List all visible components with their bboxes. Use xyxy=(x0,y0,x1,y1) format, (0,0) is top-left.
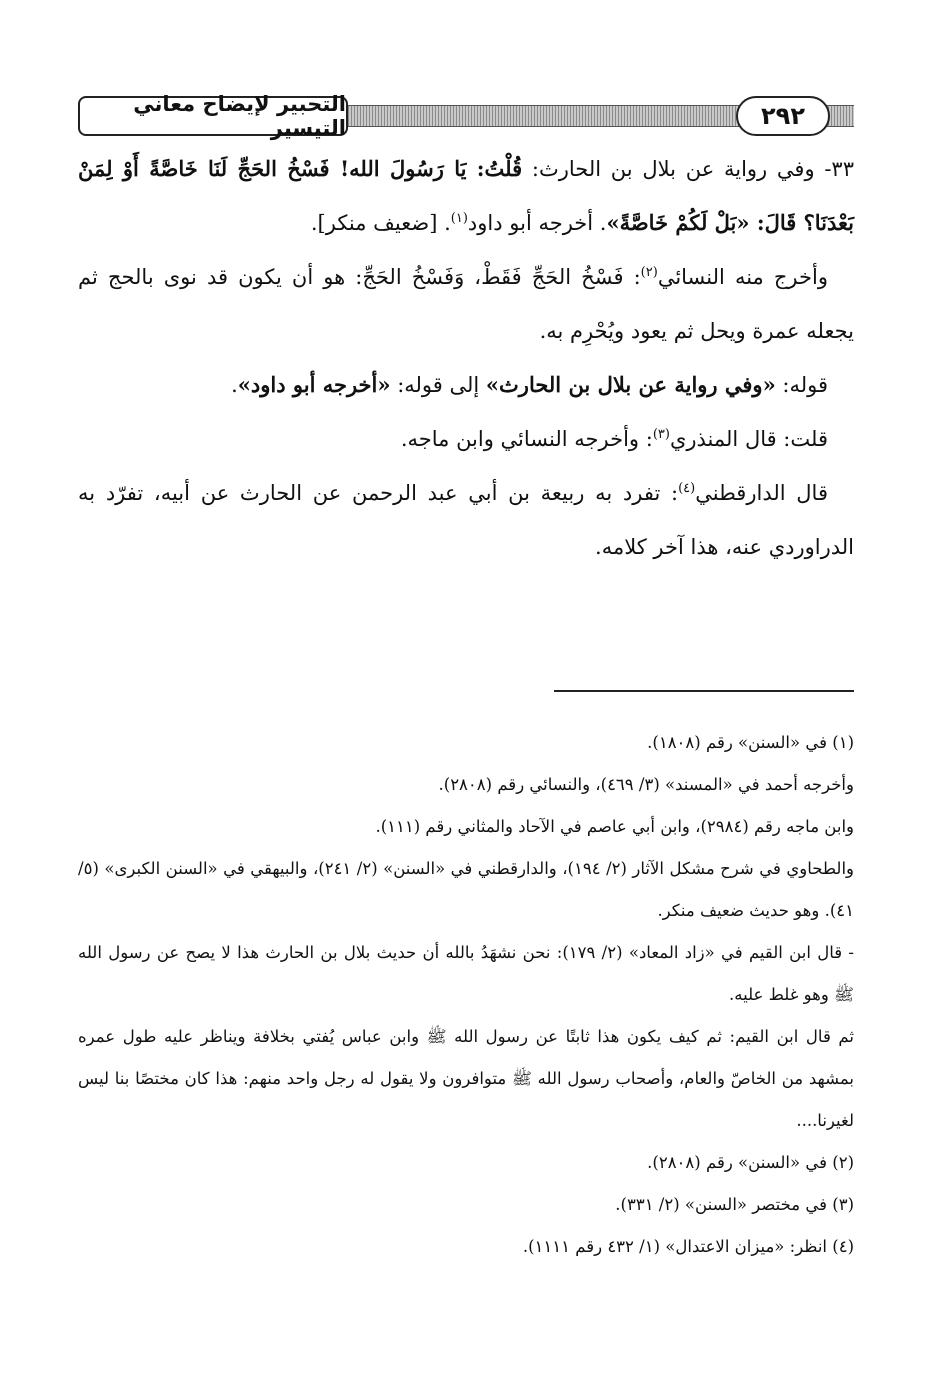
footnote-1: (١) في «السنن» رقم (١٨٠٨). xyxy=(647,733,854,752)
commentary-mid: إلى قوله: xyxy=(390,373,486,397)
footnotes xyxy=(78,722,854,1268)
footnote-3: (٣) في مختصر «السنن» (٢/ ٣٣١). xyxy=(615,1195,854,1214)
book-title: التحبير لإيضاح معاني التيسير xyxy=(78,96,348,136)
commentary-quote-end: «أخرجه أبو داود» xyxy=(237,372,391,397)
footnote-2: (٢) في «السنن» رقم (٢٨٠٨). xyxy=(647,1153,854,1172)
mundhiri-text: : وأخرجه النسائي وابن ماجه. xyxy=(400,427,653,451)
commentary-end: . xyxy=(231,373,238,397)
hadith-grade: . [ضعيف منكر]. xyxy=(310,211,451,235)
hadith-intro: ٣٣- وفي رواية عن بلال بن الحارث: xyxy=(522,157,854,181)
commentary-paragraph xyxy=(78,358,854,412)
footnote-4: (٤) انظر: «ميزان الاعتدال» (١/ ٤٣٢ رقم ١١١١). xyxy=(522,1237,854,1256)
footnote-1-ibnmajah: وابن ماجه رقم (٢٩٨٤)، وابن أبي عاصم في الآحاد والمثاني رقم (١١١). xyxy=(375,817,854,836)
hadith-text: قُلْتُ: يَا رَسُولَ الله! فَسْخُ الحَجِّ لَنَا خَاصَّةً أَوْ لِمَنْ بَعْدَنَا؟ قَالَ: «بَلْ لَكُمْ خَاصَّةً» xyxy=(78,156,854,235)
footnote-ref-1: (١) xyxy=(450,211,468,226)
page-header xyxy=(78,92,854,140)
mundhiri-intro: قلت: قال المنذري xyxy=(669,427,828,451)
page-number: ٢٩٢ xyxy=(736,96,830,136)
footnote-1-ibnqayyim: - قال ابن القيم في «زاد المعاد» (٢/ ١٧٩): نحن نشهَدُ بالله أن حديث بلال بن الحارث هذا لا يصح عن رسول الله ﷺ وهو غلط عليه. xyxy=(78,943,854,1004)
mundhiri-paragraph xyxy=(78,412,854,466)
nasai-intro: وأخرج منه النسائي xyxy=(657,265,828,289)
daraqutni-text: : تفرد به ربيعة بن أبي عبد الرحمن عن الحارث عن أبيه، تفرّد به الدراوردي عنه، هذا آخر كلامه. xyxy=(78,481,854,559)
nasai-text: : فَسْخُ الحَجِّ فَقَطْ، وَفَسْخُ الحَجِّ: هو أن يكون قد نوى بالحج ثم يجعله عمرة ويحل ثم يعود ويُحْرِم به. xyxy=(78,265,854,343)
commentary-quote-start: «وفي رواية عن بلال بن الحارث» xyxy=(485,372,776,397)
footnote-1-tahawi: والطحاوي في شرح مشكل الآثار (٢/ ١٩٤)، والدارقطني في «السنن» (٢/ ٢٤١)، والبيهقي في «السنن الكبرى» (٥/ ٤١). وهو حديث ضعيف منكر. xyxy=(78,859,854,920)
footnote-separator xyxy=(554,690,854,692)
hadith-source: . أخرجه أبو داود xyxy=(467,211,607,235)
footnote-ref-4: (٤) xyxy=(678,481,696,496)
daraqutni-intro: قال الدارقطني xyxy=(695,481,828,505)
footnote-1-ibnqayyim-cont: ثم قال ابن القيم: ثم كيف يكون هذا ثابتًا عن رسول الله ﷺ وابن عباس يُفتي بخلافة ويناظر عليه طول عمره بمشهد من الخاصّ والعام، وأصحاب رسول الله ﷺ متوافرون ولا يقول له رجل واحد منهم: هذا كان مختصًا بنا ليس لغيرنا.... xyxy=(78,1027,854,1130)
footnote-1-ahmad: وأخرجه أحمد في «المسند» (٣/ ٤٦٩)، والنسائي رقم (٢٨٠٨). xyxy=(438,775,854,794)
footnote-ref-2: (٢) xyxy=(640,265,658,280)
main-text xyxy=(78,142,854,574)
footnote-ref-3: (٣) xyxy=(652,427,670,442)
daraqutni-paragraph xyxy=(78,466,854,574)
nasai-paragraph xyxy=(78,250,854,358)
hadith-paragraph xyxy=(78,142,854,250)
commentary-intro: قوله: xyxy=(775,373,828,397)
